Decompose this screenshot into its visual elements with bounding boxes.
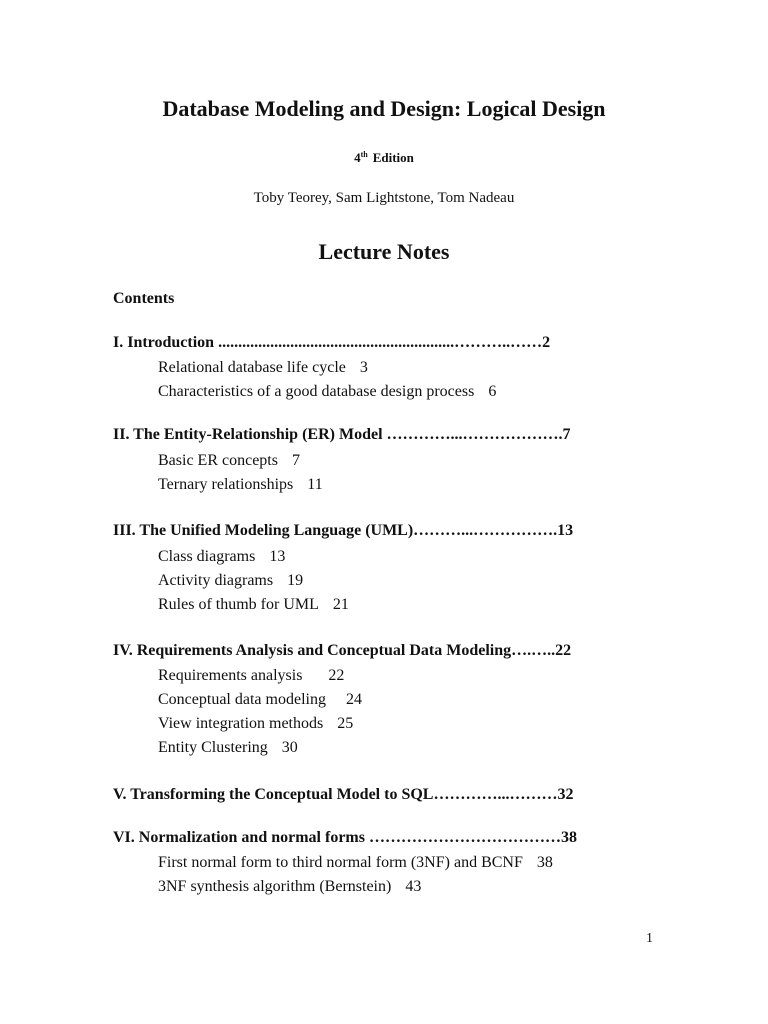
toc-subentry [158,356,633,380]
toc-heading: I. Introduction ...........................................................………..……2 [113,334,551,351]
authors-line: Toby Teorey, Sam Lightstone, Tom Nadeau [253,190,515,206]
toc-subentry-text: Activity diagrams [158,572,274,589]
toc-subentry-page: 11 [307,476,323,493]
toc-subentry-text: Relational database life cycle [158,359,346,376]
toc-subentry-page: 13 [269,548,286,565]
toc-heading: IV. Requirements Analysis and Conceptual Data Modeling….…..22 [113,642,572,659]
toc-subentry-page: 3 [359,359,368,376]
toc-subentry-text: Rules of thumb for UML [158,596,319,613]
toc-subentry [158,875,633,899]
toc-subentry-text: 3NF synthesis algorithm (Bernstein) [158,878,392,895]
toc-section-normalization [113,827,633,899]
toc-subentry-page: 7 [291,452,300,469]
toc-subentry-text: Characteristics of a good database design process [158,383,475,400]
toc-heading: VI. Normalization and normal forms ………………………………38 [113,829,577,846]
toc-subentry-text: Class diagrams [158,548,256,565]
toc-subentry [158,380,633,404]
toc-subentry [158,593,633,617]
toc-subentry-text: First normal form to third normal form (3NF) and BCNF [158,854,523,871]
toc-section-er-model [113,424,633,497]
toc-section-requirements [113,640,633,760]
toc-subentry-page: 43 [405,878,422,895]
edition-number: 4 [354,150,361,165]
toc-subentry [158,851,633,875]
contents-heading: Contents [113,290,175,307]
page-number: 1 [646,931,653,946]
edition-label: Edition [372,150,414,165]
toc-subentry-page: 6 [488,383,497,400]
toc-subentry-text: Conceptual data modeling [158,691,326,708]
edition-suffix: th [360,150,368,159]
toc-subentry [158,688,633,712]
toc-subentry [158,449,633,473]
toc-section-introduction [113,332,633,404]
toc-subentry-page: 25 [337,715,354,732]
toc-subentry-page: 19 [287,572,304,589]
toc-section-transforming [113,784,633,806]
toc-subentry [158,545,633,569]
toc-subentry-page: 38 [536,854,553,871]
toc-subentry-page: 30 [281,739,298,756]
toc-subentry-text: Basic ER concepts [158,452,278,469]
toc-subentry-page: 22 [328,667,345,684]
toc-heading: V. Transforming the Conceptual Model to SQL…………...………32 [113,786,574,803]
toc-subentry [158,712,633,736]
toc-subentry [158,473,633,497]
edition-line [0,146,768,167]
toc-subentry-text: View integration methods [158,715,324,732]
toc-subentry-page: 21 [332,596,349,613]
toc-heading: II. The Entity-Relationship (ER) Model …………...……………….7 [113,426,571,443]
toc-subentry-text: Requirements analysis [158,667,303,684]
toc-subentry [158,736,633,760]
document-title: Database Modeling and Design: Logical Design [162,96,606,121]
toc-subentry [158,664,633,688]
toc-section-uml [113,520,633,617]
toc-heading: III. The Unified Modeling Language (UML)………...…………….13 [113,522,574,539]
toc-subentry-text: Entity Clustering [158,739,268,756]
lecture-notes-title: Lecture Notes [318,239,450,264]
toc-subentry-text: Ternary relationships [158,476,294,493]
toc-subentry-page: 24 [345,691,362,708]
toc-subentry [158,569,633,593]
